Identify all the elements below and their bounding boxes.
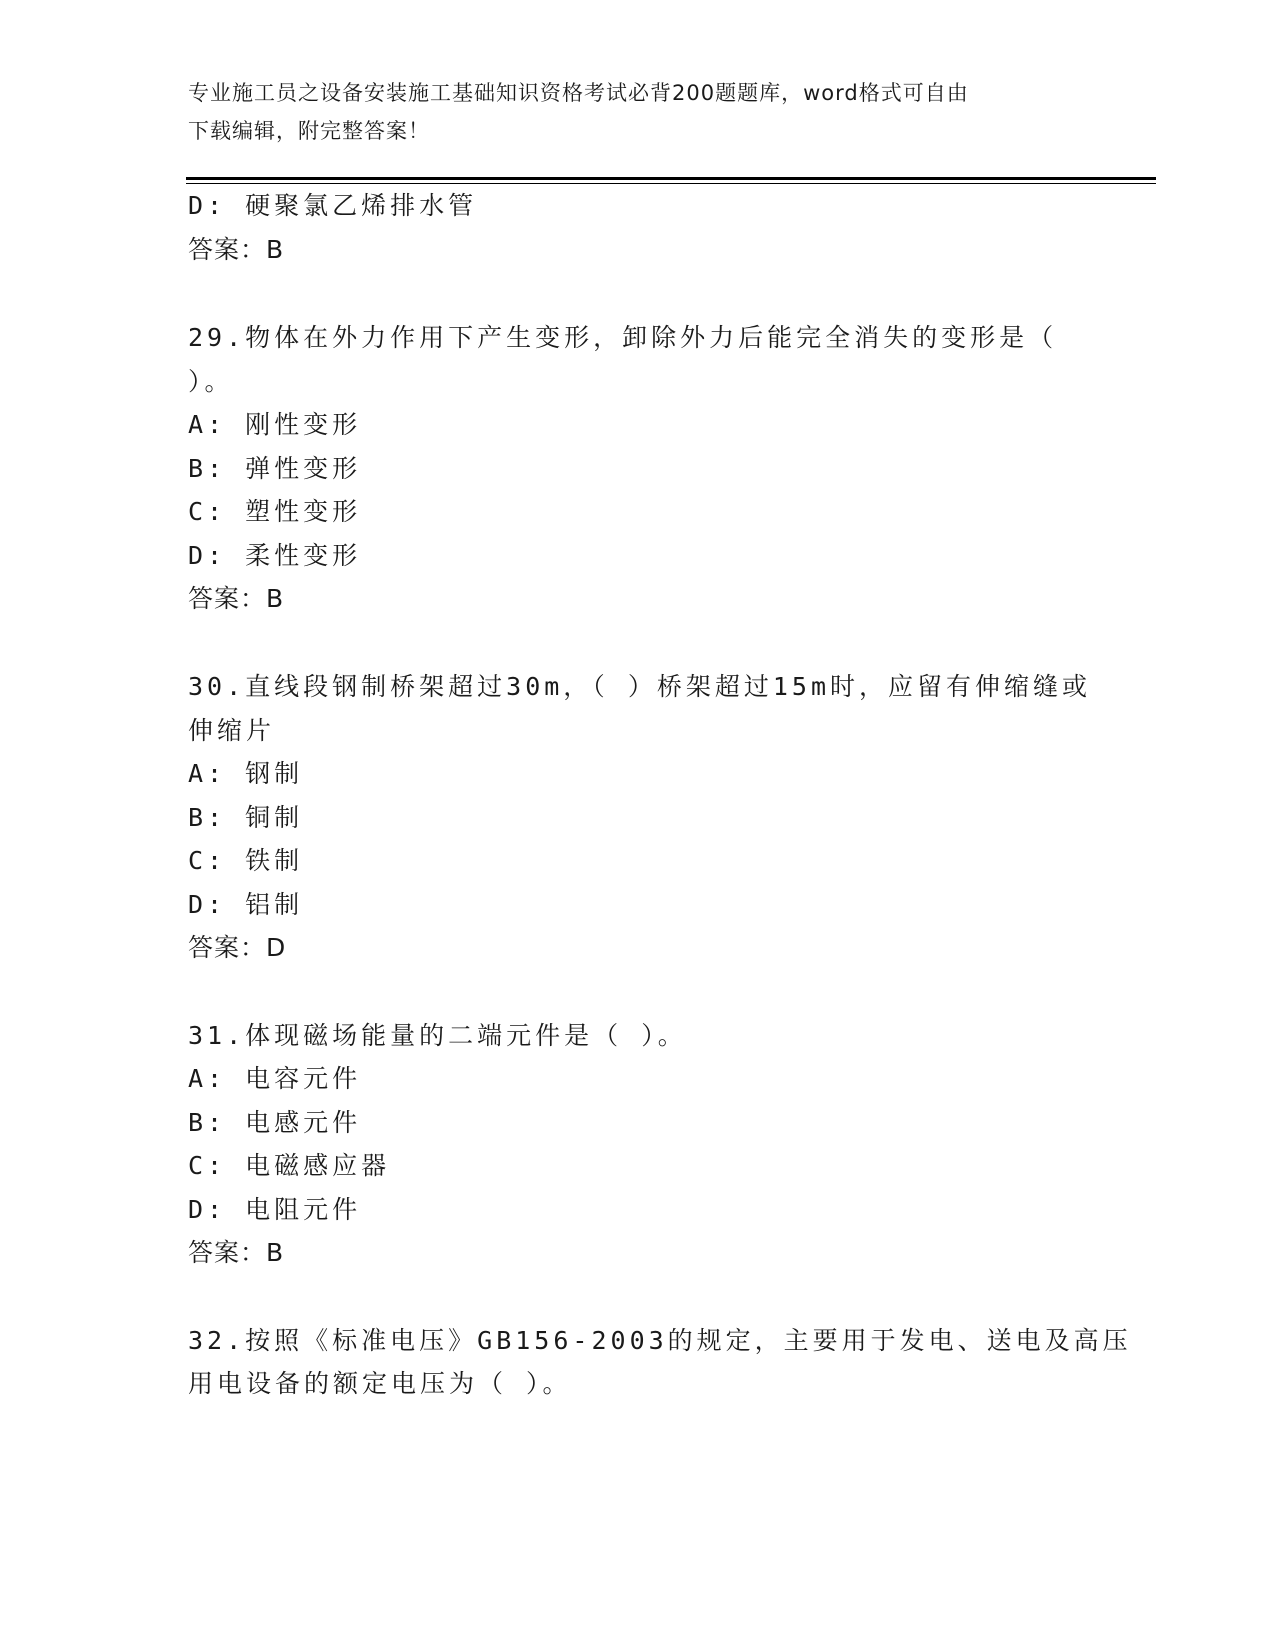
q29-option-d: D: 柔性变形	[188, 541, 362, 570]
q31-option-a: A: 电容元件	[188, 1064, 362, 1093]
q30-stem-line-1: 30.直线段钢制桥架超过30m，（ ）桥架超过15m时，应留有伸缩缝或	[188, 672, 1092, 701]
q28-option-d: D: 硬聚氯乙烯排水管	[188, 191, 478, 220]
q31-option-c: C: 电磁感应器	[188, 1151, 391, 1180]
q29-option-c: C: 塑性变形	[188, 497, 362, 526]
q30-option-c: C: 铁制	[188, 846, 304, 875]
q29-stem-line-1: 29.物体在外力作用下产生变形，卸除外力后能完全消失的变形是（	[188, 323, 1058, 352]
q31-stem-line-1: 31.体现磁场能量的二端元件是（ ）。	[188, 1021, 687, 1050]
header-rule-thick	[186, 177, 1156, 180]
q29-option-a: A: 刚性变形	[188, 410, 362, 439]
q28-answer: 答案：B	[188, 235, 285, 264]
q32-stem-line-1: 32.按照《标准电压》GB156-2003的规定，主要用于发电、送电及高压	[188, 1326, 1132, 1355]
q32-stem-line-2: 用电设备的额定电压为（ ）。	[188, 1369, 572, 1398]
q31-answer: 答案：B	[188, 1238, 285, 1267]
q29-answer: 答案：B	[188, 584, 285, 613]
q30-option-d: D: 铝制	[188, 890, 304, 919]
q31-option-d: D: 电阻元件	[188, 1195, 362, 1224]
q30-option-a: A: 钢制	[188, 759, 304, 788]
q30-option-b: B: 铜制	[188, 803, 304, 832]
q31-option-b: B: 电感元件	[188, 1108, 362, 1137]
header-line-2: 下载编辑，附完整答案！	[188, 119, 430, 143]
header-line-1: 专业施工员之设备安装施工基础知识资格考试必背200题题库，word格式可自由	[188, 81, 969, 105]
header-rule-thin	[186, 183, 1156, 184]
document-header	[188, 74, 1088, 150]
q29-option-b: B: 弹性变形	[188, 454, 362, 483]
q30-stem-line-2: 伸缩片	[188, 716, 276, 745]
q29-stem-line-2: ）。	[188, 367, 234, 396]
q30-answer: 答案：D	[188, 933, 287, 962]
